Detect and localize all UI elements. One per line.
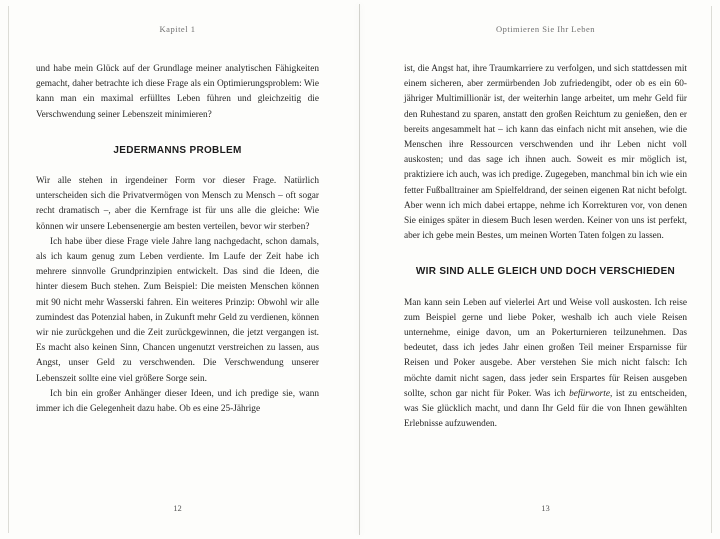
paragraph: Ich bin ein großer Anhänger dieser Ideen, und ich predige sie, wann immer ich die Gelegenheit dazu habe. Ob es eine 25-Jährige: [36, 388, 319, 415]
closing-paragraph-text: Man kann sein Leben auf vielerlei Art und Weise voll auskosten. Ich reise zum Beispiel gerne und liebe Poker, weshalb ich auch viele Reisen unternehme, einige davon, um an Pokerturnieren teilzunehmen. Das bedeutet, dass ich jedes Jahr einen großen Teil meiner Ersparnisse für Reisen und Poker ausgebe. Aber verstehen Sie mich nicht falsch: Ich möchte damit nicht sagen, dass jeder sein Erspartes für Reisen ausgeben sollte, schon gar nicht für Poker. Was ich: [404, 297, 687, 399]
paragraph-continuation: und habe mein Glück auf der Grundlage meiner analytischen Fähigkeiten gemacht, daher betrachte ich diese Frage als ein Optimierungsproblem: Wie kann man ein maximal erfülltes Leben führen und gleichzeitig die Verschwendung seiner Lebenszeit minimieren?: [36, 64, 319, 120]
closing-paragraph: [404, 296, 687, 433]
section-heading-gleich-und-verschieden: WIR SIND ALLE GLEICH UND DOCH VERSCHIEDEN: [415, 266, 676, 278]
paragraph: Ich habe über diese Frage viele Jahre lang nachgedacht, schon damals, als ich kaum genug zum Leben verdiente. Im Laufe der Zeit habe ich mehrere sinnvolle Grundprinzipien entwickelt. Das sind die Ideen, die hinter diesem Buch stehen. Zum Beispiel: Die meisten Menschen können mit 90 nicht mehr Wasserski fahren. Ein weiteres Prinzip: Obwohl wir alle zumindest das Potenzial haben, in Zukunft mehr Geld zu verdienen, können wir nie zurückgehen und die Zeit zurückgewinnen, die jetzt vergangen ist. Es macht also keinen Sinn, Chancen ungenutzt verstreichen zu lassen, aus Angst, unser Geld zu verschwenden. Die Verschwendung unserer Lebenszeit sollte eine viel größere Sorge sein.: [36, 236, 319, 384]
paragraph: Wir alle stehen in irgendeiner Form vor dieser Frage. Natürlich unterscheiden sich die Privatvermögen von Mensch zu Mensch – oft sogar recht dramatisch –, aber die Kernfrage ist für uns alle die gleiche: Wie können wir unsere Lebensenergie am besten verteilen, bevor wir sterben?: [36, 176, 319, 232]
page-left: [36, 0, 319, 539]
page-number-right: 13: [541, 503, 550, 513]
running-header-right: Optimieren Sie Ihr Leben: [495, 24, 596, 34]
closing-paragraph-text: , ist zu entscheiden, was Sie glücklich macht, und dann Ihr Geld für die von Ihnen gewählten Erlebnisse aufzuwenden.: [404, 388, 687, 430]
page-right: [404, 0, 687, 539]
page-edge-left: [8, 6, 9, 533]
emphasized-word: befürworte: [569, 388, 610, 399]
page-edge-right: [711, 6, 712, 533]
book-spine-divider: [359, 4, 360, 535]
page-body-right: [404, 62, 687, 432]
section-heading-jedermanns-problem: JEDERMANNS PROBLEM: [113, 144, 242, 156]
page-body-left: [36, 62, 319, 417]
page-number-left: 12: [173, 503, 182, 513]
paragraph-continuation: ist, die Angst hat, ihre Traumkarriere zu verfolgen, und sich stattdessen mit einem sicheren, aber zermürbenden Job zufriedengibt, oder ob es ein 60-jähriger Multimillionär ist, der weiterhin lange arbeitet, um mehr Geld für den Ruhestand zu sparen, anstatt den großen Reichtum zu genießen, den er bereits angesammelt hat – ich kann das einfach nicht mit ansehen, wie die Menschen ihre Ressourcen verschwenden und ihr Leben nicht voll auskosten; und das sage ich ihnen auch. Soweit es mir möglich ist, praktiziere ich auch, was ich predige. Zugegeben, manchmal bin ich wie ein fetter Fußballtrainer am Spielfeldrand, der seinen eigenen Rat nicht befolgt. Aber wenn ich mich dabei ertappe, nehme ich Korrekturen vor, von denen Sie einiges später in diesem Buch lesen werden. Keiner von uns ist perfekt, aber ich gebe mein Bestes, um meinen Worten Taten folgen zu lassen.: [404, 64, 687, 242]
running-header-left: Kapitel 1: [159, 24, 196, 34]
